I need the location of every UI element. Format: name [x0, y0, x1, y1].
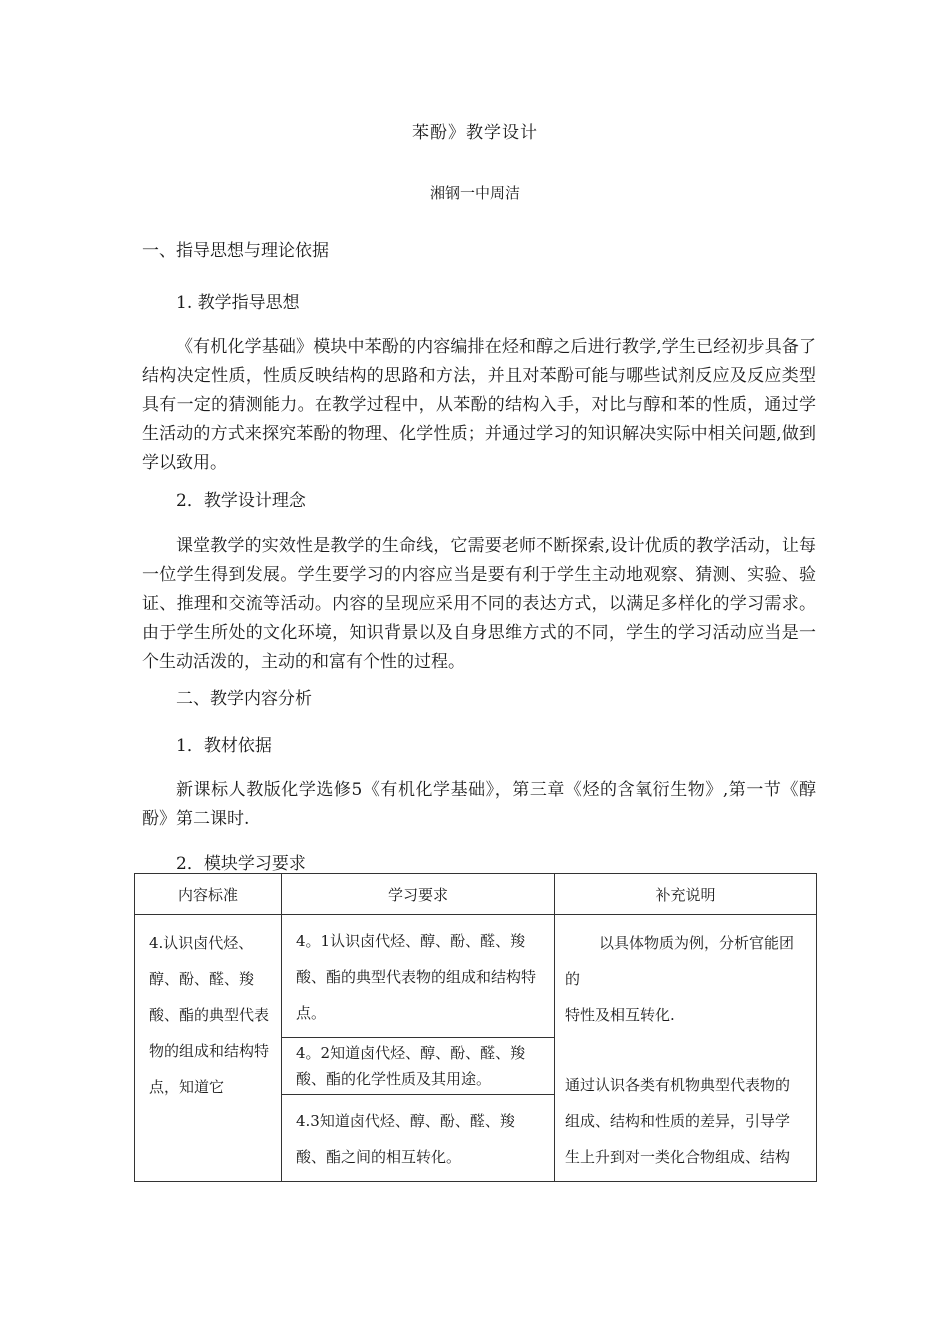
content-standard-cell: 4.认识卤代烃、醇、酚、醛、羧酸、酯的典型代表物的组成和结构特点，知道它 [135, 915, 282, 1182]
table-header-row [135, 874, 817, 915]
document-title: 苯酚》教学设计 [412, 123, 538, 143]
subsection-heading-1-1: 1. 教学指导思想 [176, 293, 300, 313]
note-text: 通过认识各类有机物典型代表物的组成、结构和性质的差异，引导学生上升到对一类化合物组成、结构 [565, 1076, 791, 1166]
section-heading-1: 一、指导思想与理论依据 [142, 241, 329, 261]
table-header-cell: 内容标准 [135, 874, 282, 915]
note-text: 以具体物质为例，分析官能团的 [565, 934, 795, 988]
requirement-item: 4。2知道卤代烃、醇、酚、醛、羧酸、酯的化学性质及其用途。 [282, 1038, 554, 1095]
section-heading-2: 二、教学内容分析 [176, 689, 312, 709]
subsection-heading-1-2: 2．教学设计理念 [176, 491, 306, 511]
subsection-heading-2-1: 1．教材依据 [176, 736, 272, 756]
requirement-item: 4。1认识卤代烃、醇、酚、醛、羧酸、酯的典型代表物的组成和结构特点。 [282, 915, 554, 1038]
table-row [135, 915, 817, 1182]
paragraph-guiding-thought: 《有机化学基础》模块中苯酚的内容编排在烃和醇之后进行教学,学生已经初步具备了结构决定性质，性质反映结构的思路和方法，并且对苯酚可能与哪些试剂反应及反应类型具有一定的猜测能力。在教学过程中，从苯酚的结构入手，对比与醇和苯的性质，通过学生活动的方式来探究苯酚的物理、化学性质；并通过学习的知识解决实际中相关问题,做到学以致用。 [142, 337, 816, 473]
requirement-item: 4.3知道卤代烃、醇、酚、醛、羧酸、酯之间的相互转化。 [296, 1112, 515, 1166]
module-requirements-table [134, 873, 817, 1182]
note-text: 特性及相互转化. [565, 1006, 675, 1024]
learning-requirements-cell [282, 915, 555, 1182]
supplementary-notes-cell [555, 915, 817, 1182]
table-header-cell: 学习要求 [282, 874, 555, 915]
paragraph-textbook-basis: 新课标人教版化学选修5《有机化学基础》，第三章《烃的含氧衍生物》,第一节《醇酚》第二课时. [142, 780, 816, 829]
paragraph-design-concept: 课堂教学的实效性是教学的生命线，它需要老师不断探索,设计优质的教学活动，让每一位学生得到发展。学生要学习的内容应当是要有利于学生主动地观察、猜测、实验、验证、推理和交流等活动。内容的呈现应采用不同的表达方式，以满足多样化的学习需求。由于学生所处的文化环境，知识背景以及自身思维方式的不同，学生的学习活动应当是一个生动活泼的，主动的和富有个性的过程。 [142, 536, 816, 672]
table-header-cell: 补充说明 [555, 874, 817, 915]
author-line: 湘钢一中周洁 [429, 184, 520, 202]
subsection-heading-2-2: 2．模块学习要求 [176, 854, 306, 874]
